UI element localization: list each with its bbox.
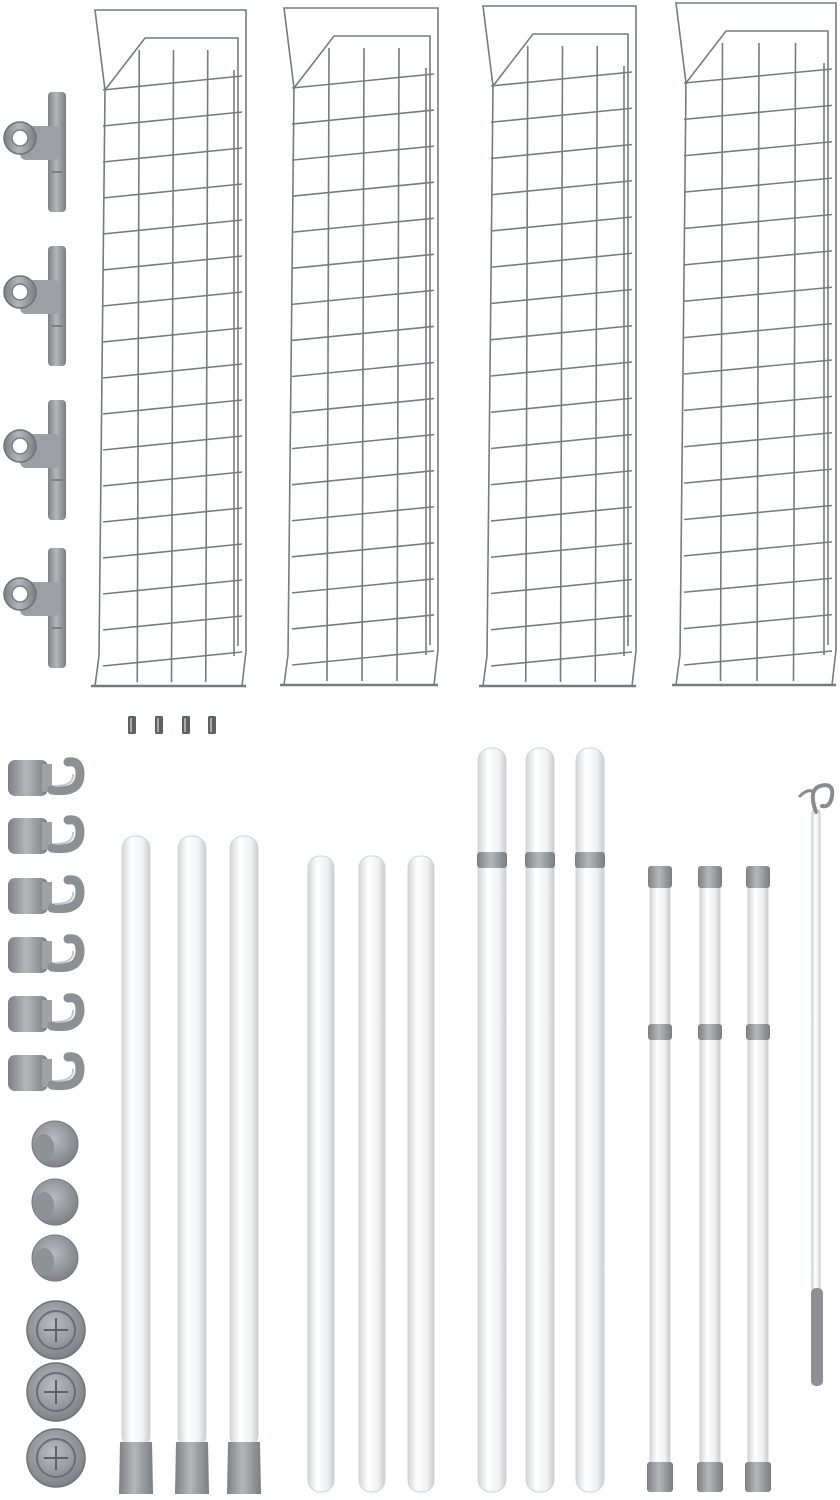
hook-clip <box>8 937 80 973</box>
pole-telescopic <box>697 866 723 1492</box>
end-cap <box>32 1179 78 1225</box>
basket-clamp <box>4 92 66 212</box>
connector-pin <box>182 716 190 734</box>
basket-clamp <box>4 548 66 668</box>
basket-clamp <box>4 246 66 366</box>
hook-clip-group <box>8 760 80 1091</box>
pole-plain <box>308 856 334 1492</box>
foot-disc <box>27 1363 85 1421</box>
connector-pin <box>128 716 136 734</box>
pole-banded <box>477 748 507 1492</box>
pole-telescopic <box>745 866 771 1492</box>
pole-banded <box>575 748 605 1492</box>
pole-plain <box>408 856 434 1492</box>
connector-pin-group <box>128 716 216 734</box>
pole-group <box>119 748 771 1494</box>
wire-basket <box>91 10 246 686</box>
end-cap <box>32 1121 78 1167</box>
pole-banded <box>525 748 555 1492</box>
wire-basket-group <box>91 3 836 686</box>
foot-disc-group <box>27 1301 85 1487</box>
wire-basket <box>672 3 836 685</box>
end-cap-group <box>32 1121 78 1281</box>
reach-hook-tool <box>800 785 832 1386</box>
connector-pin <box>155 716 163 734</box>
pole-tall-footed <box>227 836 261 1494</box>
foot-disc <box>27 1429 85 1487</box>
wire-basket <box>479 6 636 686</box>
pole-telescopic <box>647 866 673 1492</box>
pole-tall-footed <box>175 836 209 1494</box>
hook-clip <box>8 878 80 914</box>
basket-clamp-group <box>4 92 66 668</box>
end-cap <box>32 1235 78 1281</box>
pole-plain <box>359 856 385 1492</box>
pole-tall-footed <box>119 836 153 1494</box>
hook-clip <box>8 996 80 1032</box>
connector-pin <box>208 716 216 734</box>
hook-clip <box>8 1055 80 1091</box>
basket-clamp <box>4 400 66 520</box>
hook-clip <box>8 818 80 854</box>
wire-basket <box>280 8 438 685</box>
hook-clip <box>8 760 80 796</box>
foot-disc <box>27 1301 85 1359</box>
